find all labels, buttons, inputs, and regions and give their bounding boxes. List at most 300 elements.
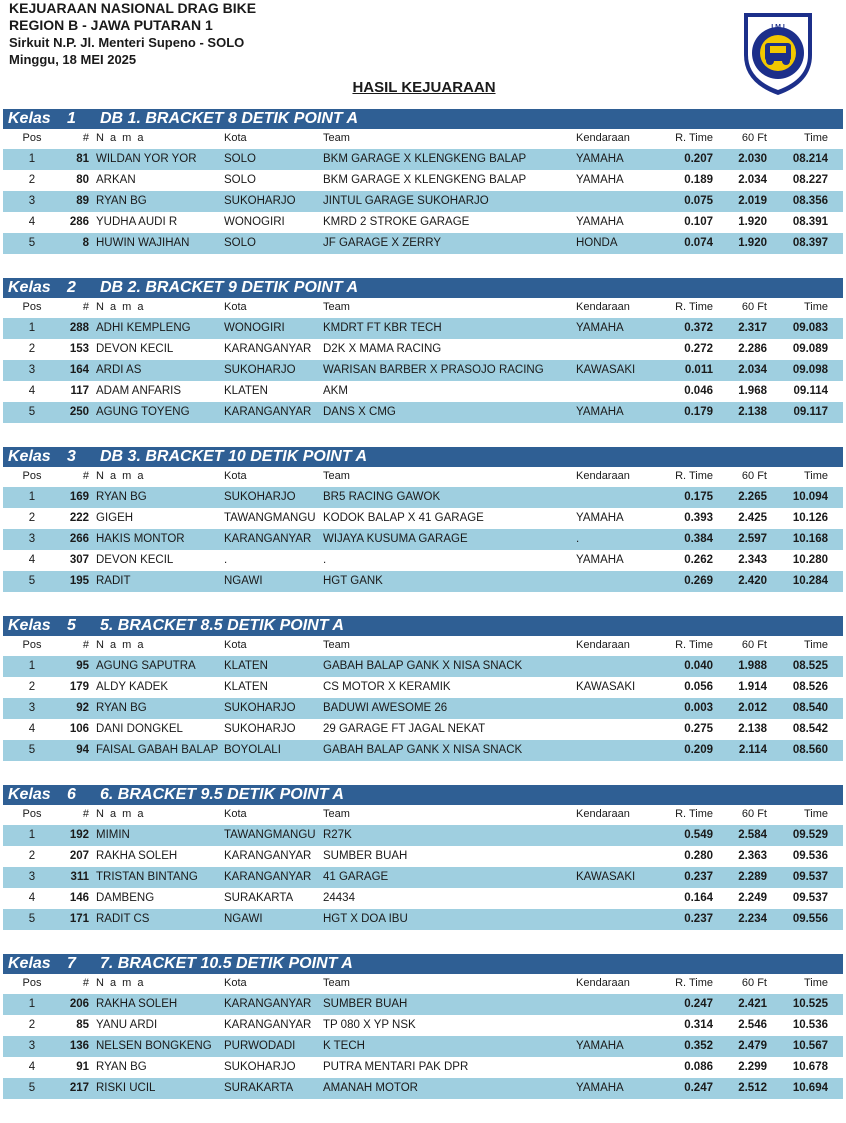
- cell-rt: 0.372: [684, 322, 713, 334]
- column-header-rtime: R. Time: [675, 470, 713, 482]
- cell-team: BKM GARAGE X KLENGKENG BALAP: [323, 174, 527, 186]
- cell-pos: 3: [28, 1040, 36, 1052]
- column-header-ft60: 60 Ft: [741, 132, 767, 144]
- column-header-time: Time: [803, 132, 828, 144]
- cell-kota: SOLO: [224, 174, 256, 186]
- cell-rt: 0.237: [684, 871, 713, 883]
- cell-ft: 2.584: [738, 829, 767, 841]
- column-header-num: #: [82, 639, 89, 651]
- cell-nama: DEVON KECIL: [96, 554, 174, 566]
- cell-rt: 0.275: [684, 723, 713, 735]
- cell-ft: 2.138: [738, 406, 767, 418]
- cell-pos: 5: [28, 406, 36, 418]
- cell-nama: DANI DONGKEL: [96, 723, 183, 735]
- event-region: REGION B - JAWA PUTARAN 1: [9, 17, 213, 33]
- cell-rt: 0.074: [684, 237, 713, 249]
- cell-kend: YAMAHA: [576, 554, 624, 566]
- cell-team: JF GARAGE X ZERRY: [323, 237, 442, 249]
- cell-ft: 2.299: [738, 1061, 767, 1073]
- cell-time: 10.678: [792, 1061, 828, 1073]
- column-header-rtime: R. Time: [675, 301, 713, 313]
- column-header-pos: Pos: [22, 132, 42, 144]
- column-header-kota: Kota: [224, 301, 247, 313]
- cell-pos: 3: [28, 195, 36, 207]
- cell-time: 10.567: [792, 1040, 828, 1052]
- column-header-nama: N a m a: [96, 977, 146, 989]
- cell-nama: YANU ARDI: [96, 1019, 158, 1031]
- class-section: [0, 785, 846, 954]
- column-header-time: Time: [803, 470, 828, 482]
- cell-nama: RAKHA SOLEH: [96, 850, 178, 862]
- cell-kend: .: [576, 533, 580, 545]
- class-section: [0, 447, 846, 616]
- cell-pos: 3: [28, 364, 36, 376]
- cell-ft: 2.019: [738, 195, 767, 207]
- cell-kota: SUKOHARJO: [224, 1061, 296, 1073]
- result-row: [3, 740, 843, 761]
- class-section: [0, 278, 846, 447]
- class-section: [0, 954, 846, 1123]
- cell-pos: 2: [28, 343, 36, 355]
- cell-ft: 2.289: [738, 871, 767, 883]
- cell-kota: KARANGANYAR: [224, 850, 312, 862]
- result-row: [3, 909, 843, 930]
- result-row: [3, 825, 843, 846]
- cell-num: 81: [76, 153, 89, 165]
- class-number: 6: [67, 786, 76, 803]
- cell-kota: SOLO: [224, 153, 256, 165]
- cell-ft: 2.546: [738, 1019, 767, 1031]
- cell-time: 09.537: [792, 871, 828, 883]
- class-number: 3: [67, 448, 76, 465]
- cell-pos: 5: [28, 237, 36, 249]
- column-header-kendaraan: Kendaraan: [576, 301, 630, 313]
- class-number: 7: [67, 955, 76, 972]
- class-label: Kelas: [8, 786, 51, 803]
- class-number: 2: [67, 279, 76, 296]
- event-title: KEJUARAAN NASIONAL DRAG BIKE: [9, 0, 257, 16]
- cell-num: 8: [82, 237, 89, 249]
- column-header-ft60: 60 Ft: [741, 301, 767, 313]
- column-header-nama: N a m a: [96, 132, 146, 144]
- column-header-kota: Kota: [224, 639, 247, 651]
- cell-team: TP 080 X YP NSK: [323, 1019, 416, 1031]
- cell-ft: 2.034: [738, 364, 767, 376]
- result-row: [3, 170, 843, 191]
- cell-num: 92: [76, 702, 89, 714]
- class-title-band: [3, 109, 843, 129]
- cell-nama: RYAN BG: [96, 491, 147, 503]
- cell-time: 08.391: [792, 216, 828, 228]
- cell-num: 250: [69, 406, 89, 418]
- class-label: Kelas: [8, 617, 51, 634]
- column-header-team: Team: [323, 639, 350, 651]
- logo-top-text: I M I: [771, 24, 785, 31]
- cell-kota: SUKOHARJO: [224, 195, 296, 207]
- cell-kota: KLATEN: [224, 385, 268, 397]
- cell-team: 24434: [323, 892, 355, 904]
- class-label: Kelas: [8, 448, 51, 465]
- column-header-nama: N a m a: [96, 470, 146, 482]
- cell-team: R27K: [323, 829, 352, 841]
- cell-kend: HONDA: [576, 237, 618, 249]
- cell-num: 106: [69, 723, 89, 735]
- column-header-num: #: [82, 470, 89, 482]
- cell-pos: 5: [28, 913, 36, 925]
- cell-rt: 0.393: [684, 512, 713, 524]
- cell-time: 10.694: [792, 1082, 828, 1094]
- cell-kota: TAWANGMANGU: [224, 512, 316, 524]
- column-header-nama: N a m a: [96, 301, 146, 313]
- result-row: [3, 698, 843, 719]
- cell-num: 91: [76, 1061, 89, 1073]
- column-header-ft60: 60 Ft: [741, 470, 767, 482]
- cell-num: 171: [69, 913, 89, 925]
- column-header-num: #: [82, 132, 89, 144]
- column-header-rtime: R. Time: [675, 977, 713, 989]
- cell-team: AKM: [323, 385, 348, 397]
- column-header-kendaraan: Kendaraan: [576, 470, 630, 482]
- cell-rt: 0.179: [684, 406, 713, 418]
- cell-team: HGT X DOA IBU: [323, 913, 408, 925]
- result-row: [3, 1078, 843, 1099]
- cell-ft: 2.012: [738, 702, 767, 714]
- column-header-row: [3, 467, 843, 486]
- cell-team: 29 GARAGE FT JAGAL NEKAT: [323, 723, 486, 735]
- cell-nama: HAKIS MONTOR: [96, 533, 185, 545]
- cell-team: .: [323, 554, 327, 566]
- cell-kota: .: [224, 554, 228, 566]
- cell-team: SUMBER BUAH: [323, 850, 408, 862]
- cell-pos: 3: [28, 702, 36, 714]
- column-header-rtime: R. Time: [675, 639, 713, 651]
- column-header-rtime: R. Time: [675, 132, 713, 144]
- cell-pos: 4: [28, 1061, 36, 1073]
- cell-kota: NGAWI: [224, 575, 263, 587]
- cell-time: 08.542: [792, 723, 828, 735]
- cell-ft: 1.914: [738, 681, 767, 693]
- cell-nama: WILDAN YOR YOR: [96, 153, 197, 165]
- cell-nama: DAMBENG: [96, 892, 155, 904]
- cell-nama: RADIT: [96, 575, 131, 587]
- cell-team: JINTUL GARAGE SUKOHARJO: [323, 195, 489, 207]
- cell-num: 179: [69, 681, 89, 693]
- cell-nama: NELSEN BONGKENG: [96, 1040, 212, 1052]
- cell-num: 192: [69, 829, 89, 841]
- class-title-band: [3, 785, 843, 805]
- column-header-ft60: 60 Ft: [741, 808, 767, 820]
- cell-time: 09.098: [792, 364, 828, 376]
- column-header-pos: Pos: [22, 470, 42, 482]
- column-header-kota: Kota: [224, 977, 247, 989]
- cell-nama: ARDI AS: [96, 364, 142, 376]
- cell-num: 164: [69, 364, 89, 376]
- cell-num: 146: [69, 892, 89, 904]
- cell-time: 09.536: [792, 850, 828, 862]
- column-header-kota: Kota: [224, 132, 247, 144]
- column-header-team: Team: [323, 808, 350, 820]
- cell-rt: 0.189: [684, 174, 713, 186]
- result-row: [3, 1057, 843, 1078]
- cell-kota: SURAKARTA: [224, 892, 294, 904]
- cell-kota: KARANGANYAR: [224, 533, 312, 545]
- class-title-band: [3, 954, 843, 974]
- result-row: [3, 212, 843, 233]
- cell-pos: 4: [28, 723, 36, 735]
- cell-nama: HUWIN WAJIHAN: [96, 237, 190, 249]
- cell-nama: ARKAN: [96, 174, 136, 186]
- column-header-row: [3, 298, 843, 317]
- cell-ft: 2.286: [738, 343, 767, 355]
- result-row: [3, 1036, 843, 1057]
- cell-nama: RAKHA SOLEH: [96, 998, 178, 1010]
- cell-time: 10.525: [792, 998, 828, 1010]
- cell-pos: 1: [28, 829, 36, 841]
- cell-ft: 2.512: [738, 1082, 767, 1094]
- result-row: [3, 149, 843, 170]
- class-title-band: [3, 447, 843, 467]
- class-label: Kelas: [8, 279, 51, 296]
- cell-rt: 0.164: [684, 892, 713, 904]
- cell-time: 10.168: [792, 533, 828, 545]
- cell-team: GABAH BALAP GANK X NISA SNACK: [323, 744, 523, 756]
- cell-pos: 2: [28, 681, 36, 693]
- column-header-time: Time: [803, 639, 828, 651]
- cell-team: D2K X MAMA RACING: [323, 343, 442, 355]
- cell-num: 153: [69, 343, 89, 355]
- cell-time: 08.227: [792, 174, 828, 186]
- cell-num: 89: [76, 195, 89, 207]
- cell-ft: 2.034: [738, 174, 767, 186]
- cell-pos: 1: [28, 660, 36, 672]
- cell-pos: 3: [28, 533, 36, 545]
- cell-kend: YAMAHA: [576, 153, 624, 165]
- cell-time: 10.094: [792, 491, 828, 503]
- cell-kota: WONOGIRI: [224, 322, 285, 334]
- cell-kota: KLATEN: [224, 681, 268, 693]
- column-header-nama: N a m a: [96, 639, 146, 651]
- cell-time: 10.126: [792, 512, 828, 524]
- result-row: [3, 1015, 843, 1036]
- cell-kend: KAWASAKI: [576, 681, 636, 693]
- cell-ft: 1.920: [738, 216, 767, 228]
- cell-rt: 0.046: [684, 385, 713, 397]
- cell-time: 08.560: [792, 744, 828, 756]
- cell-nama: DEVON KECIL: [96, 343, 174, 355]
- cell-num: 169: [69, 491, 89, 503]
- cell-time: 09.083: [792, 322, 828, 334]
- class-title: 5. BRACKET 8.5 DETIK POINT A: [100, 617, 344, 634]
- cell-num: 206: [69, 998, 89, 1010]
- cell-pos: 5: [28, 1082, 36, 1094]
- cell-nama: RADIT CS: [96, 913, 150, 925]
- cell-pos: 4: [28, 892, 36, 904]
- column-header-num: #: [82, 301, 89, 313]
- cell-nama: TRISTAN BINTANG: [96, 871, 198, 883]
- cell-nama: AGUNG TOYENG: [96, 406, 190, 418]
- cell-team: PUTRA MENTARI PAK DPR: [323, 1061, 469, 1073]
- cell-rt: 0.075: [684, 195, 713, 207]
- column-header-team: Team: [323, 301, 350, 313]
- column-header-kendaraan: Kendaraan: [576, 808, 630, 820]
- cell-num: 95: [76, 660, 89, 672]
- result-row: [3, 994, 843, 1015]
- cell-rt: 0.207: [684, 153, 713, 165]
- cell-ft: 1.920: [738, 237, 767, 249]
- cell-pos: 1: [28, 998, 36, 1010]
- cell-kota: BOYOLALI: [224, 744, 281, 756]
- cell-team: BR5 RACING GAWOK: [323, 491, 441, 503]
- cell-ft: 2.363: [738, 850, 767, 862]
- cell-nama: MIMIN: [96, 829, 130, 841]
- cell-nama: RYAN BG: [96, 702, 147, 714]
- result-row: [3, 529, 843, 550]
- cell-ft: 2.234: [738, 913, 767, 925]
- column-header-team: Team: [323, 132, 350, 144]
- column-header-kendaraan: Kendaraan: [576, 132, 630, 144]
- cell-team: WIJAYA KUSUMA GARAGE: [323, 533, 468, 545]
- cell-nama: ADHI KEMPLENG: [96, 322, 191, 334]
- cell-kend: YAMAHA: [576, 216, 624, 228]
- column-header-ft60: 60 Ft: [741, 977, 767, 989]
- result-row: [3, 867, 843, 888]
- cell-nama: GIGEH: [96, 512, 134, 524]
- cell-time: 09.537: [792, 892, 828, 904]
- class-label: Kelas: [8, 955, 51, 972]
- cell-pos: 2: [28, 174, 36, 186]
- class-title: 6. BRACKET 9.5 DETIK POINT A: [100, 786, 344, 803]
- cell-time: 08.525: [792, 660, 828, 672]
- cell-ft: 2.138: [738, 723, 767, 735]
- cell-ft: 2.420: [738, 575, 767, 587]
- cell-pos: 5: [28, 575, 36, 587]
- cell-ft: 2.317: [738, 322, 767, 334]
- cell-nama: RYAN BG: [96, 1061, 147, 1073]
- class-number: 1: [67, 110, 76, 127]
- cell-rt: 0.237: [684, 913, 713, 925]
- results-title: HASIL KEJUARAAN: [352, 79, 496, 96]
- cell-kota: KARANGANYAR: [224, 871, 312, 883]
- cell-team: GABAH BALAP GANK X NISA SNACK: [323, 660, 523, 672]
- class-title: DB 2. BRACKET 9 DETIK POINT A: [100, 279, 359, 296]
- result-row: [3, 571, 843, 592]
- cell-team: KMRD 2 STROKE GARAGE: [323, 216, 470, 228]
- cell-ft: 2.114: [738, 744, 767, 756]
- cell-team: KODOK BALAP X 41 GARAGE: [323, 512, 484, 524]
- cell-pos: 1: [28, 491, 36, 503]
- cell-time: 09.114: [793, 385, 828, 397]
- cell-num: 195: [69, 575, 89, 587]
- cell-pos: 3: [28, 871, 36, 883]
- result-row: [3, 191, 843, 212]
- cell-time: 08.356: [792, 195, 828, 207]
- result-row: [3, 508, 843, 529]
- cell-pos: 1: [28, 153, 36, 165]
- cell-nama: YUDHA AUDI R: [96, 216, 178, 228]
- cell-num: 80: [76, 174, 89, 186]
- column-header-pos: Pos: [22, 301, 42, 313]
- cell-nama: RYAN BG: [96, 195, 147, 207]
- cell-rt: 0.269: [684, 575, 713, 587]
- cell-nama: AGUNG SAPUTRA: [96, 660, 196, 672]
- cell-kend: YAMAHA: [576, 322, 624, 334]
- cell-rt: 0.314: [684, 1019, 713, 1031]
- cell-time: 10.284: [792, 575, 828, 587]
- cell-num: 286: [69, 216, 89, 228]
- column-header-pos: Pos: [22, 639, 42, 651]
- cell-kend: YAMAHA: [576, 512, 624, 524]
- cell-rt: 0.107: [684, 216, 713, 228]
- column-header-kota: Kota: [224, 470, 247, 482]
- cell-nama: FAISAL GABAH BALAP: [96, 744, 219, 756]
- result-row: [3, 339, 843, 360]
- results-title-wrap: [0, 79, 846, 97]
- cell-num: 136: [69, 1040, 89, 1052]
- cell-ft: 2.030: [738, 153, 767, 165]
- cell-time: 09.117: [793, 406, 828, 418]
- result-row: [3, 677, 843, 698]
- event-venue: Sirkuit N.P. Jl. Menteri Supeno - SOLO: [9, 35, 245, 50]
- cell-pos: 2: [28, 512, 36, 524]
- cell-team: HGT GANK: [323, 575, 383, 587]
- result-row: [3, 233, 843, 254]
- cell-pos: 2: [28, 1019, 36, 1031]
- cell-time: 08.526: [792, 681, 828, 693]
- cell-pos: 2: [28, 850, 36, 862]
- cell-num: 85: [76, 1019, 89, 1031]
- cell-team: BADUWI AWESOME 26: [323, 702, 448, 714]
- cell-kend: YAMAHA: [576, 1082, 624, 1094]
- result-row: [3, 846, 843, 867]
- cell-rt: 0.209: [684, 744, 713, 756]
- cell-kend: YAMAHA: [576, 406, 624, 418]
- column-header-row: [3, 636, 843, 655]
- class-number: 5: [67, 617, 76, 634]
- class-title-band: [3, 278, 843, 298]
- class-title: DB 1. BRACKET 8 DETIK POINT A: [100, 110, 359, 127]
- column-header-pos: Pos: [22, 808, 42, 820]
- class-section: [0, 616, 846, 785]
- cell-time: 09.089: [792, 343, 828, 355]
- column-header-kendaraan: Kendaraan: [576, 639, 630, 651]
- cell-team: SUMBER BUAH: [323, 998, 408, 1010]
- cell-ft: 2.265: [738, 491, 767, 503]
- cell-ft: 2.425: [738, 512, 767, 524]
- column-header-time: Time: [803, 808, 828, 820]
- cell-rt: 0.247: [684, 998, 713, 1010]
- cell-kota: SURAKARTA: [224, 1082, 294, 1094]
- cell-num: 117: [70, 385, 89, 397]
- column-header-num: #: [82, 977, 89, 989]
- cell-kend: KAWASAKI: [576, 871, 636, 883]
- result-row: [3, 888, 843, 909]
- cell-num: 207: [69, 850, 89, 862]
- cell-kota: KARANGANYAR: [224, 406, 312, 418]
- cell-num: 222: [69, 512, 89, 524]
- cell-kota: WONOGIRI: [224, 216, 285, 228]
- cell-rt: 0.003: [684, 702, 713, 714]
- column-header-team: Team: [323, 977, 350, 989]
- column-header-num: #: [82, 808, 89, 820]
- cell-team: WARISAN BARBER X PRASOJO RACING: [323, 364, 544, 376]
- cell-num: 217: [69, 1082, 89, 1094]
- cell-team: DANS X CMG: [323, 406, 396, 418]
- column-header-team: Team: [323, 470, 350, 482]
- cell-num: 311: [70, 871, 89, 883]
- cell-ft: 2.597: [738, 533, 767, 545]
- cell-ft: 2.479: [738, 1040, 767, 1052]
- cell-ft: 2.421: [738, 998, 767, 1010]
